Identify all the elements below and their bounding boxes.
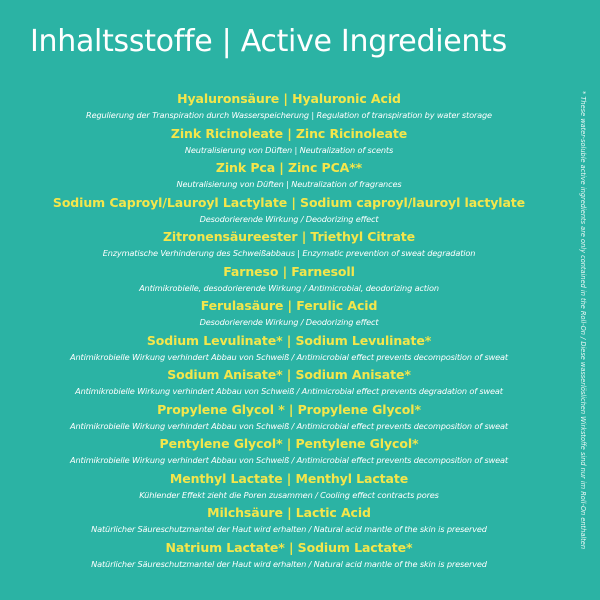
ingredient-item [24,263,554,298]
ingredient-name: Milchsäure | Lactic Acid [207,505,371,520]
ingredient-item [24,401,554,436]
ingredient-description: Natürlicher Säureschutzmantel der Haut wird erhalten / Natural acid mantle of the skin is preserved [91,524,487,534]
ingredient-description: Regulierung der Transpiration durch Wasserspeicherung | Regulation of transpiration by water storage [86,110,492,120]
ingredient-description: Antimikrobielle Wirkung verhindert Abbau von Schweiß / Antimicrobial effect prevents decomposition of sweat [70,455,508,465]
ingredient-item [24,228,554,263]
ingredient-name: Zink Ricinoleate | Zinc Ricinoleate [170,125,408,141]
footnote: * These water-soluble active ingredients are only contained in the Roll-On / Diese wasserlöslichen Wirkstoffe sind nur im Roll-On enthalten [579,90,587,550]
ingredient-name: Natrium Lactate* | Sodium Lactate* [165,539,413,555]
ingredient-description: Desodorierende Wirkung / Deodorizing effect [199,213,379,224]
ingredient-item [24,297,554,332]
ingredient-name: Ferulasäure | Ferulic Acid [200,298,378,313]
ingredient-name: Hyaluronsäure | Hyaluronic Acid [177,91,401,106]
ingredient-item [24,125,554,160]
ingredient-name: Farneso | Farnesoll [223,263,355,279]
ingredient-name: Propylene Glycol * | Propylene Glycol* [157,401,421,417]
ingredient-item [24,366,554,401]
ingredient-description: Antimikrobielle Wirkung verhindert Abbau von Schweiß / Antimicrobial effect prevents degradation of sweat [75,386,503,396]
ingredient-description: Neutralisierung von Düften | Neutralization of scents [184,144,394,155]
ingredient-name: Zink Pca | Zinc PCA** [215,160,363,175]
ingredient-name: Sodium Levulinate* | Sodium Levulinate* [146,332,432,348]
ingredient-item [24,504,554,539]
ingredient-name: Sodium Anisate* | Sodium Anisate* [167,367,411,382]
ingredient-description: Antimikrobielle, desodorierende Wirkung / Antimicrobial, deodorizing action [139,282,439,293]
ingredient-item [24,470,554,505]
ingredient-name: Menthyl Lactate | Menthyl Lactate [169,470,409,486]
ingredient-description: Kühlender Effekt zieht die Poren zusammen / Cooling effect contracts pores [139,489,439,500]
ingredient-item [24,539,554,574]
ingredient-description: Antimikrobielle Wirkung verhindert Abbau von Schweiß / Antimicrobial effect prevents decomposition of sweat [70,420,508,431]
ingredient-description: Antimikrobielle Wirkung verhindert Abbau von Schweiß / Antimicrobial effect prevents decomposition of sweat [70,351,508,362]
ingredient-item [24,90,554,125]
ingredient-item [24,159,554,194]
ingredient-name: Sodium Caproyl/Lauroyl Lactylate | Sodium caproyl/lauroyl lactylate [52,194,526,210]
ingredient-description: Neutralisierung von Düften | Neutralization of fragrances [176,179,402,189]
ingredient-item [24,435,554,470]
ingredient-description: Desodorierende Wirkung / Deodorizing effect [199,317,379,327]
ingredient-item [24,194,554,229]
ingredient-list [24,90,554,573]
page-title: Inhaltsstoffe | Active Ingredients [30,24,507,59]
ingredient-name: Zitronensäureester | Triethyl Citrate [162,229,416,244]
ingredient-item [24,332,554,367]
ingredient-description: Enzymatische Verhinderung des Schweißabbaus | Enzymatic prevention of sweat degradation [102,248,476,258]
ingredient-name: Pentylene Glycol* | Pentylene Glycol* [159,436,419,451]
ingredient-description: Natürlicher Säureschutzmantel der Haut wird erhalten / Natural acid mantle of the skin is preserved [91,558,487,569]
